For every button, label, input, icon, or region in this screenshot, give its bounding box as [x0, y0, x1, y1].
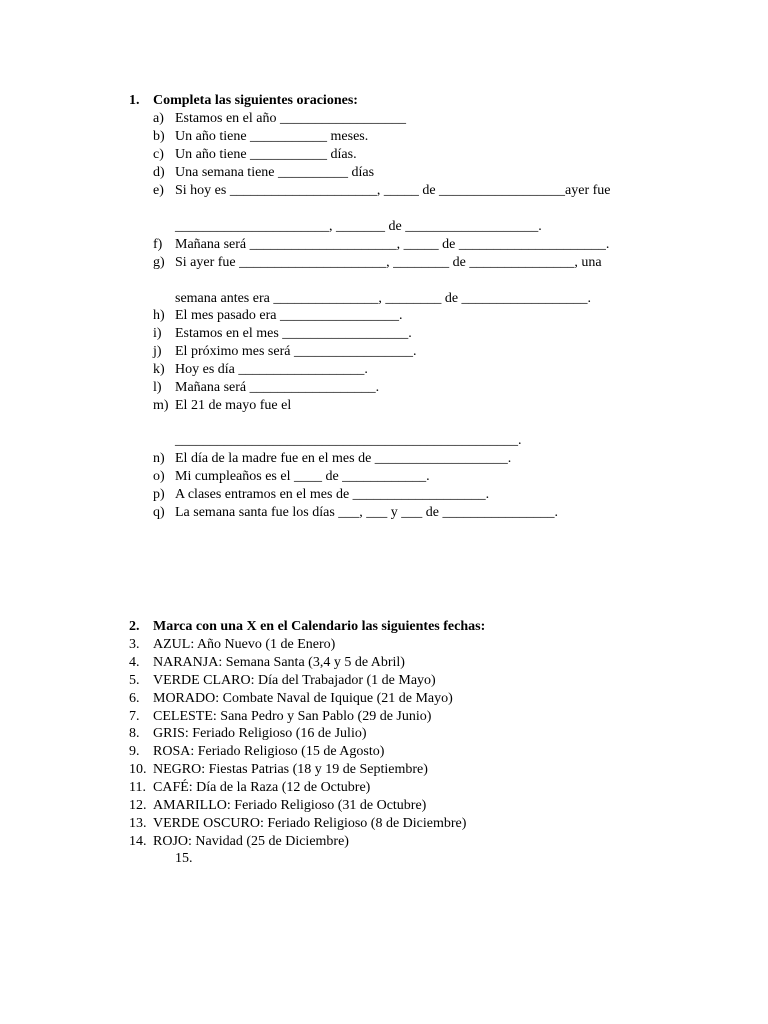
- item-text: : Día de la Raza (12 de Octubre): [188, 780, 371, 795]
- color-name: AMARILLO: [153, 798, 227, 813]
- item-number: 6.: [129, 691, 140, 706]
- item-label: g): [153, 255, 165, 270]
- section2-heading: Marca con una X en el Calendario las siguientes fechas:: [153, 619, 486, 634]
- item-label: e): [153, 183, 164, 198]
- item-text: Un año tiene ___________ meses.: [175, 129, 369, 144]
- item-text: Una semana tiene __________ días: [175, 165, 375, 180]
- item-text: El día de la madre fue en el mes de ___________________.: [175, 451, 512, 466]
- item-text: Estamos en el año __________________: [175, 111, 406, 126]
- item-text: : Fiestas Patrias (18 y 19 de Septiembre): [201, 762, 428, 777]
- item-text: Mañana será _____________________, _____ de _____________________.: [175, 237, 610, 252]
- item-number: 12.: [129, 798, 147, 813]
- item-label: o): [153, 469, 165, 484]
- item-label: d): [153, 165, 165, 180]
- item-text: Mañana será __________________.: [175, 380, 380, 395]
- color-name: CELESTE: [153, 709, 213, 724]
- color-name: NARANJA: [153, 655, 219, 670]
- item-text: : Año Nuevo (1 de Enero): [190, 637, 336, 652]
- color-name: ROJO: [153, 834, 189, 849]
- color-name: ROSA: [153, 744, 191, 759]
- color-name: MORADO: [153, 691, 216, 706]
- item-text: Estamos en el mes __________________.: [175, 326, 412, 341]
- item-label: j): [153, 344, 162, 359]
- item-text: : Feriado Religioso (8 de Diciembre): [259, 816, 467, 831]
- item-text: : Día del Trabajador (1 de Mayo): [250, 673, 436, 688]
- item-label: n): [153, 451, 165, 466]
- item-text: : Feriado Religioso (15 de Agosto): [190, 744, 385, 759]
- item-number: 10.: [129, 762, 147, 777]
- item-text: : Navidad (25 de Diciembre): [188, 834, 349, 849]
- section2-number: 2.: [129, 619, 140, 634]
- item-text: ______________________, _______ de ___________________.: [175, 219, 542, 234]
- color-name: AZUL: [153, 637, 191, 652]
- item-text: Hoy es día __________________.: [175, 362, 368, 377]
- item-text: Un año tiene ___________ días.: [175, 147, 357, 162]
- item-label: b): [153, 129, 165, 144]
- section1-heading: Completa las siguientes oraciones:: [153, 93, 358, 108]
- item-label: k): [153, 362, 165, 377]
- item-text: Mi cumpleaños es el ____ de ____________.: [175, 469, 430, 484]
- item-text: Si ayer fue _____________________, ________ de _______________, una: [175, 255, 602, 270]
- item-text: semana antes era _______________, ________ de __________________.: [175, 291, 592, 306]
- item-number: 9.: [129, 744, 140, 759]
- color-name: NEGRO: [153, 762, 202, 777]
- item-text: A clases entramos en el mes de ___________________.: [175, 487, 490, 502]
- item-text: El 21 de mayo fue el: [175, 398, 292, 413]
- trailing-number: 15.: [175, 851, 193, 866]
- item-text: : Feriado Religioso (16 de Julio): [184, 726, 367, 741]
- item-number: 4.: [129, 655, 140, 670]
- item-label: a): [153, 111, 164, 126]
- item-text: El próximo mes será _________________.: [175, 344, 417, 359]
- item-number: 5.: [129, 673, 140, 688]
- item-number: 8.: [129, 726, 140, 741]
- item-text: : Semana Santa (3,4 y 5 de Abril): [218, 655, 405, 670]
- item-text: Si hoy es _____________________, _____ de __________________ayer fue: [175, 183, 611, 198]
- item-number: 13.: [129, 816, 147, 831]
- item-label: c): [153, 147, 164, 162]
- item-text: La semana santa fue los días ___, ___ y ___ de ________________.: [175, 505, 558, 520]
- item-number: 14.: [129, 834, 147, 849]
- item-number: 11.: [129, 780, 146, 795]
- item-label: h): [153, 308, 165, 323]
- item-text: : Combate Naval de Iquique (21 de Mayo): [215, 691, 453, 706]
- color-name: VERDE CLARO: [153, 673, 251, 688]
- item-label: p): [153, 487, 165, 502]
- item-text: : Feriado Religioso (31 de Octubre): [226, 798, 427, 813]
- item-label: q): [153, 505, 165, 520]
- item-label: l): [153, 380, 162, 395]
- item-text: : Sana Pedro y San Pablo (29 de Junio): [212, 709, 432, 724]
- item-label: f): [153, 237, 163, 252]
- item-label: m): [153, 398, 169, 413]
- color-name: GRIS: [153, 726, 185, 741]
- color-name: CAFÉ: [153, 780, 189, 795]
- section1-number: 1.: [129, 93, 140, 108]
- item-number: 7.: [129, 709, 140, 724]
- item-label: i): [153, 326, 162, 341]
- color-name: VERDE OSCURO: [153, 816, 260, 831]
- item-text: _________________________________________________.: [175, 433, 522, 448]
- item-text: El mes pasado era _________________.: [175, 308, 403, 323]
- item-number: 3.: [129, 637, 140, 652]
